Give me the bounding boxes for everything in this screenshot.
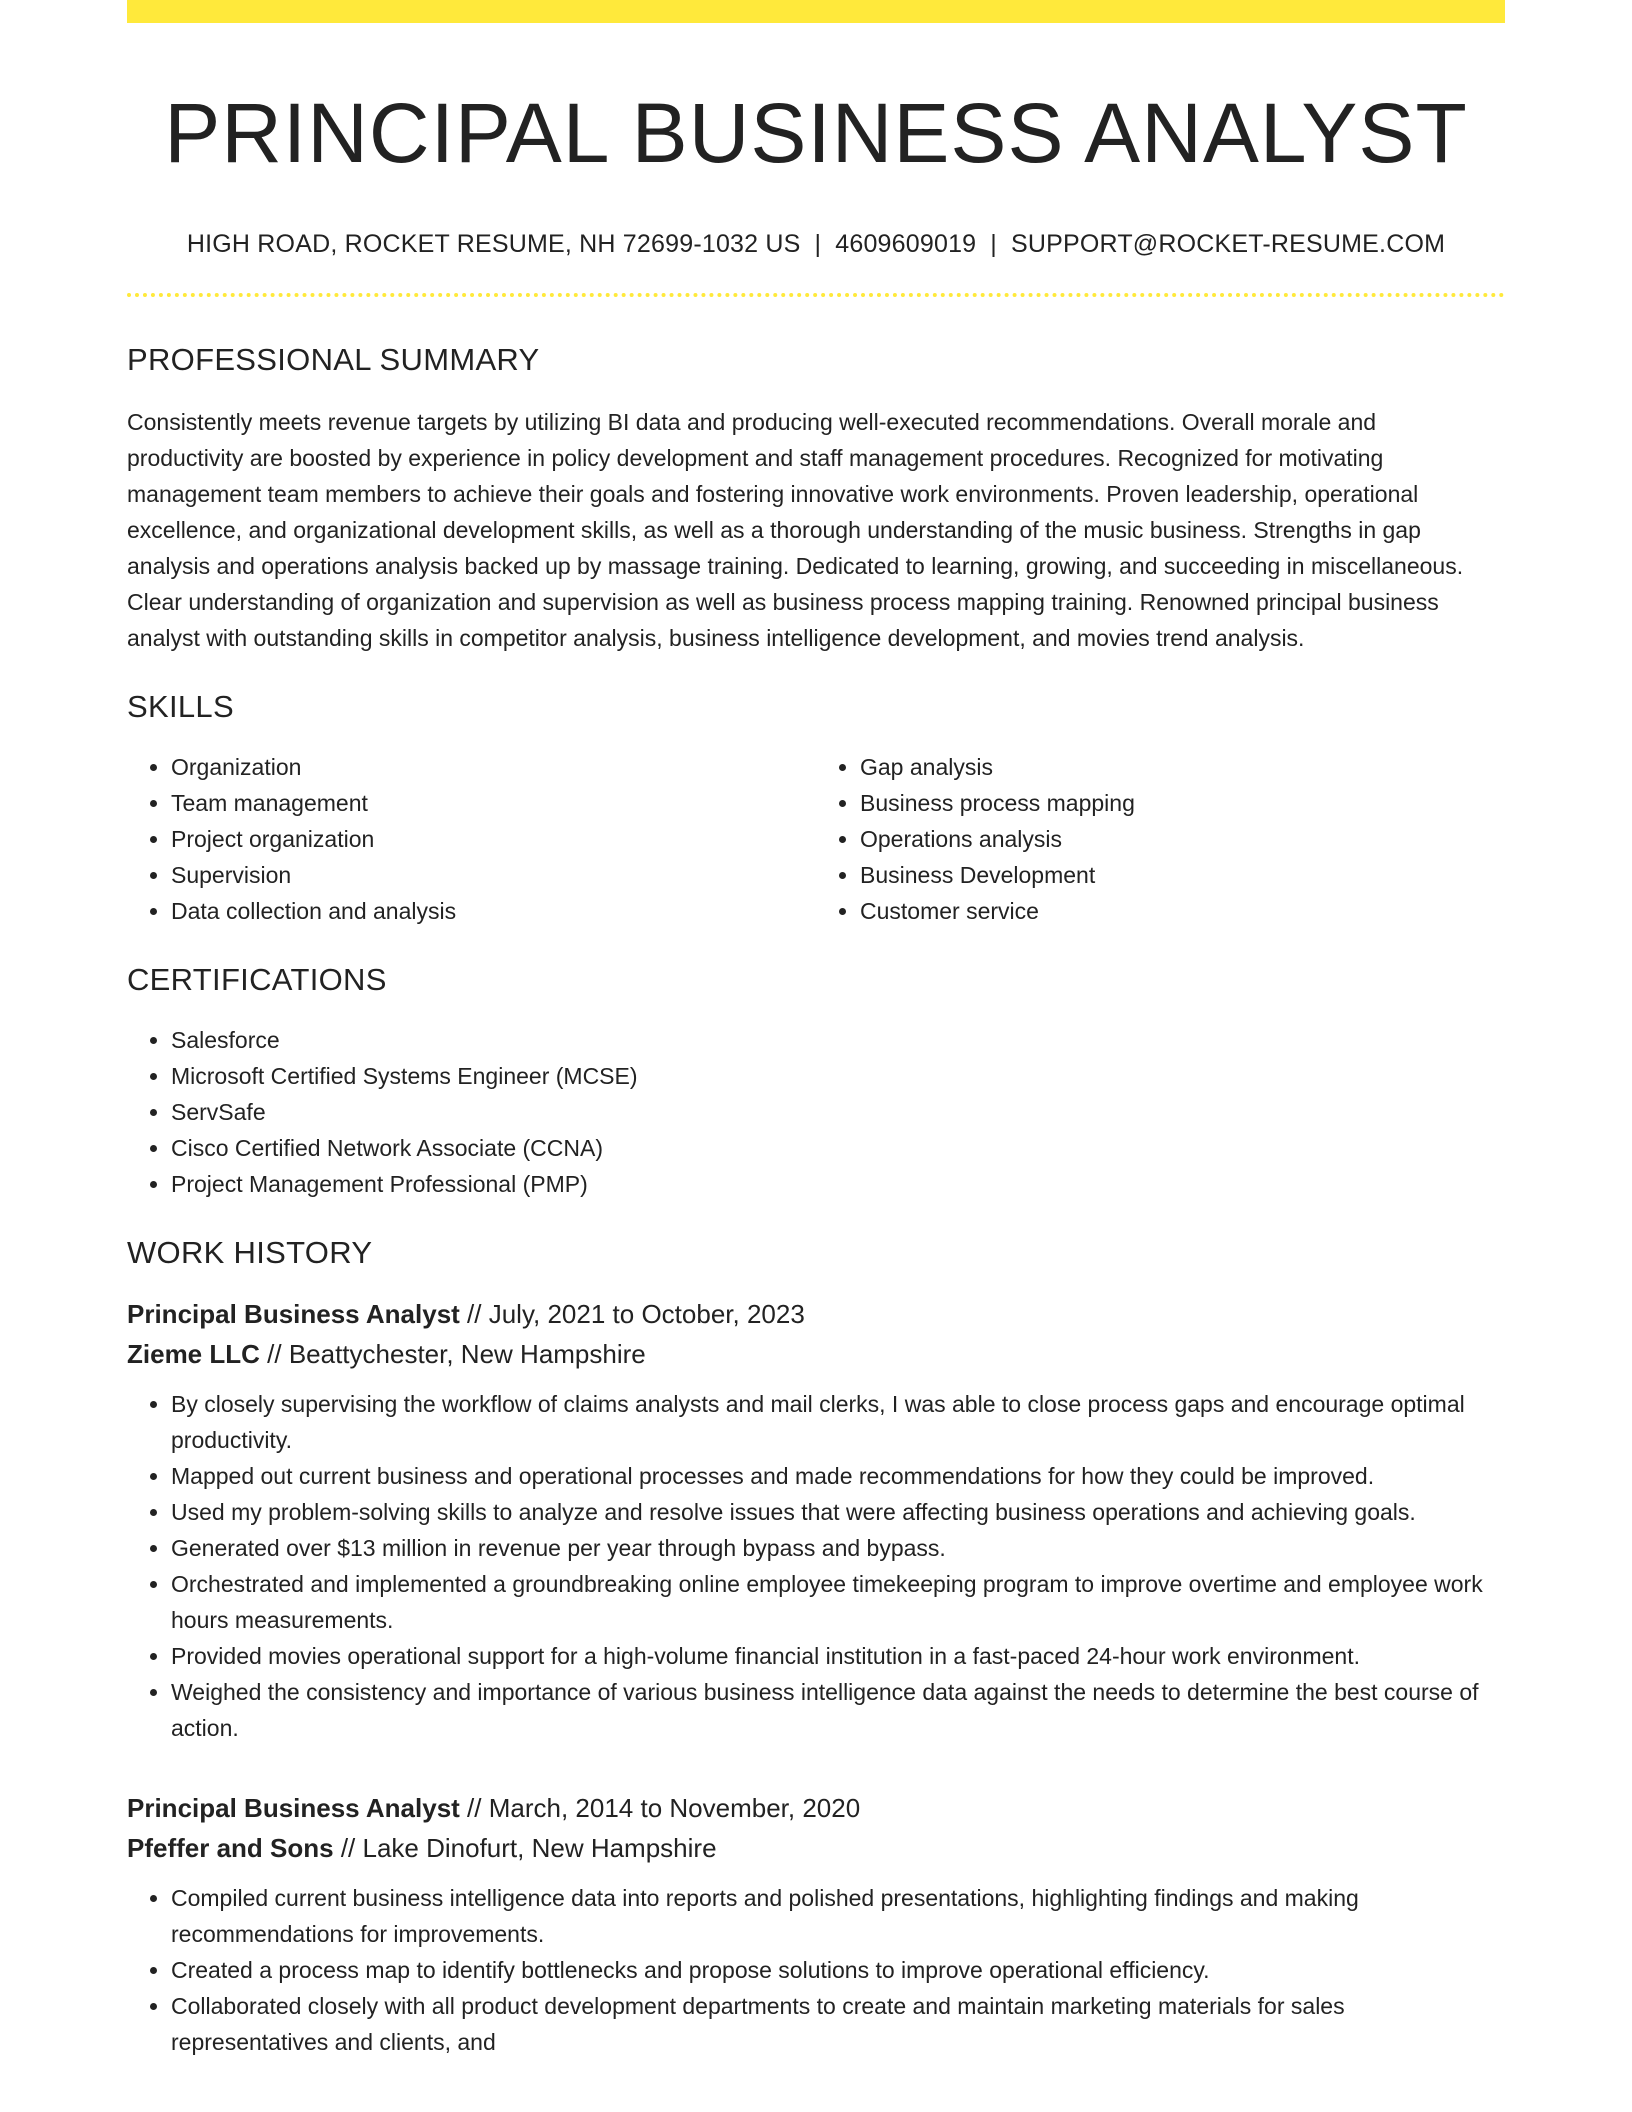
certification-item: • Microsoft Certified Systems Engineer (MCSE) <box>171 1058 1505 1094</box>
skills-heading: SKILLS <box>127 688 234 724</box>
certifications-heading: CERTIFICATIONS <box>127 962 387 998</box>
contact-line <box>127 229 1505 259</box>
contact-phone: 4609609019 <box>835 229 977 258</box>
job-bullet: • Provided movies operational support for a high-volume financial institution in a fast-paced 24-hour work environment. <box>171 1638 1505 1674</box>
job-role: Principal Business Analyst <box>127 1298 460 1329</box>
skill-item: • Gap analysis <box>860 749 1505 785</box>
skill-item: • Operations analysis <box>860 821 1505 857</box>
skill-item: • Supervision <box>171 857 816 893</box>
certification-item: • ServSafe <box>171 1094 1505 1130</box>
certification-item: • Salesforce <box>171 1022 1505 1058</box>
job-location: // Beattychester, New Hampshire <box>259 1338 646 1369</box>
job-role-line <box>127 1294 1505 1334</box>
work-history-heading: WORK HISTORY <box>127 1235 373 1271</box>
job-dates: // March, 2014 to November, 2020 <box>459 1792 861 1823</box>
skills-list-left <box>127 749 816 929</box>
job-bullet: • Created a process map to identify bottlenecks and propose solutions to improve operational efficiency. <box>171 1952 1505 1988</box>
job-bullet: • Weighed the consistency and importance of various business intelligence data against the needs to determine the best course of action. <box>171 1674 1505 1746</box>
job-dates: // July, 2021 to October, 2023 <box>459 1298 805 1329</box>
contact-separator: | <box>990 229 997 258</box>
skills-grid <box>127 749 1505 929</box>
job-bullets <box>127 1386 1505 1746</box>
contact-email: SUPPORT@ROCKET-RESUME.COM <box>1011 229 1446 258</box>
skill-item: • Business Development <box>860 857 1505 893</box>
resume-page <box>127 0 1505 2060</box>
job-company: Zieme LLC <box>127 1338 260 1369</box>
job-role: Principal Business Analyst <box>127 1792 460 1823</box>
certification-item: • Cisco Certified Network Associate (CCNA) <box>171 1130 1505 1166</box>
job-role-line <box>127 1788 1505 1828</box>
top-accent-bar <box>127 0 1505 23</box>
summary-heading: PROFESSIONAL SUMMARY <box>127 341 540 377</box>
job-company: Pfeffer and Sons <box>127 1832 334 1863</box>
job-entry <box>127 1294 1505 1746</box>
skill-item: • Project organization <box>171 821 816 857</box>
certifications-list <box>127 1022 1505 1202</box>
skill-item: • Team management <box>171 785 816 821</box>
job-bullet: • Mapped out current business and operational processes and made recommendations for how they could be improved. <box>171 1458 1505 1494</box>
skill-item: • Data collection and analysis <box>171 893 816 929</box>
skill-item: • Organization <box>171 749 816 785</box>
job-bullet: • Used my problem-solving skills to analyze and resolve issues that were affecting business operations and achieving goals. <box>171 1494 1505 1530</box>
job-bullet: • Compiled current business intelligence data into reports and polished presentations, highlighting findings and making recommendations for improvements. <box>171 1880 1505 1952</box>
job-bullets <box>127 1880 1505 2060</box>
job-location: // Lake Dinofurt, New Hampshire <box>333 1832 717 1863</box>
job-company-line <box>127 1828 1505 1868</box>
job-bullet: • Generated over $13 million in revenue per year through bypass and bypass. <box>171 1530 1505 1566</box>
contact-separator: | <box>814 229 822 258</box>
contact-address: HIGH ROAD, ROCKET RESUME, NH 72699-1032 US <box>186 229 801 258</box>
skills-list-right <box>816 749 1505 929</box>
job-bullet: • By closely supervising the workflow of claims analysts and mail clerks, I was able to close process gaps and encourage optimal productivity. <box>171 1386 1505 1458</box>
job-bullet: • Orchestrated and implemented a groundbreaking online employee timekeeping program to improve overtime and employee work hours measurements. <box>171 1566 1505 1638</box>
skill-item: • Business process mapping <box>860 785 1505 821</box>
certification-item: • Project Management Professional (PMP) <box>171 1166 1505 1202</box>
job-bullet: • Collaborated closely with all product development departments to create and maintain marketing materials for sales representatives and clients, and <box>171 1988 1505 2060</box>
resume-title: PRINCIPAL BUSINESS ANALYST <box>164 86 1468 180</box>
summary-text: Consistently meets revenue targets by utilizing BI data and producing well-executed recommendations. Overall morale and productivity are boosted by experience in policy development and staff management procedures. Recognized for motivating management team members to achieve their goals and fostering innovative work environments. Proven leadership, operational excellence, and organizational development skills, as well as a thorough understanding of the music business. Strengths in gap analysis and operations analysis backed up by massage training. Dedicated to learning, growing, and succeeding in miscellaneous. Clear understanding of organization and supervision as well as business process mapping training. Renowned principal business analyst with outstanding skills in competitor analysis, business intelligence development, and movies trend analysis. <box>127 408 1464 651</box>
job-entry <box>127 1788 1505 2060</box>
dotted-divider <box>127 293 1505 297</box>
job-company-line <box>127 1334 1505 1374</box>
skill-item: • Customer service <box>860 893 1505 929</box>
